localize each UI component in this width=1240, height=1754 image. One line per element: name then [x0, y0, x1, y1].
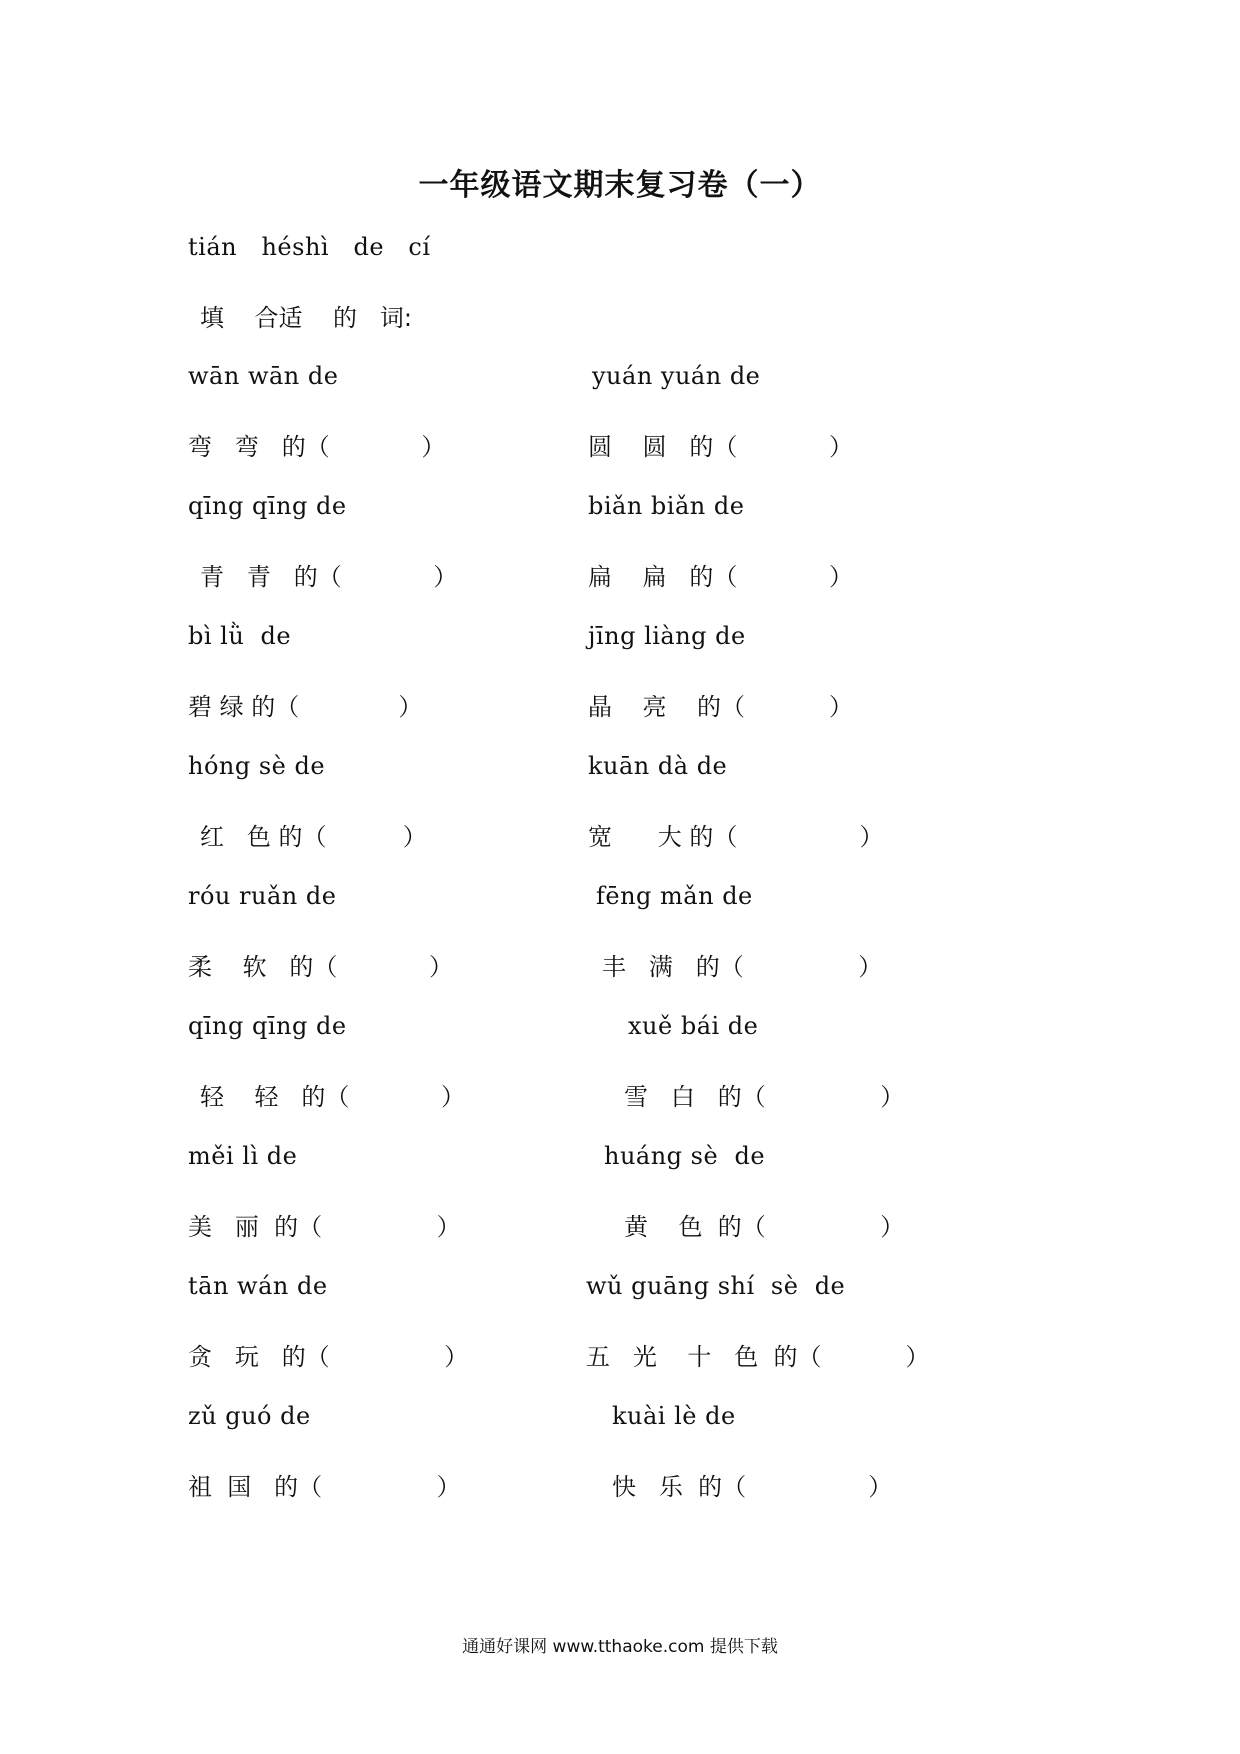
item-blank-hongse[interactable]: 红 色 的（ ） [200, 823, 427, 851]
item-blank-kuaile[interactable]: 快 乐 的（ ） [612, 1473, 893, 1501]
item-blank-fengman[interactable]: 丰 满 的（ ） [602, 953, 883, 981]
item-pinyin-jingliang: jīng liàng de [588, 622, 746, 650]
item-pinyin-bilu: bì lǜ de [188, 622, 292, 650]
item-pinyin-bianbian: biǎn biǎn de [588, 492, 745, 520]
item-pinyin-rouruan: róu ruǎn de [188, 882, 337, 910]
item-pinyin-wuguang: wǔ guāng shí sè de [586, 1272, 846, 1300]
item-pinyin-meili: měi lì de [188, 1142, 298, 1170]
item-pinyin-tanwan: tān wán de [188, 1272, 328, 1300]
item-blank-qingqing-light[interactable]: 轻 轻 的（ ） [200, 1083, 465, 1111]
item-pinyin-huangse: huáng sè de [604, 1142, 766, 1170]
instruction-text: 填 合适 的 词: [200, 304, 413, 332]
item-pinyin-kuanda: kuān dà de [588, 752, 728, 780]
item-pinyin-xuebai: xuě bái de [628, 1012, 759, 1040]
item-pinyin-qingqing: qīng qīng de [188, 492, 347, 520]
page-footer: 通通好课网 www.tthaoke.com 提供下载 [462, 1637, 778, 1657]
item-pinyin-kuaile: kuài lè de [612, 1402, 736, 1430]
item-blank-yuanyuan[interactable]: 圆 圆 的（ ） [588, 433, 853, 461]
item-blank-qingqing[interactable]: 青 青 的（ ） [200, 563, 458, 591]
item-pinyin-hongse: hóng sè de [188, 752, 326, 780]
item-blank-xuebai[interactable]: 雪 白 的（ ） [624, 1083, 905, 1111]
item-blank-bilu[interactable]: 碧 绿 的（ ） [188, 693, 423, 721]
item-blank-wuguang[interactable]: 五 光 十 色 的（ ） [586, 1343, 930, 1371]
item-pinyin-fengman: fēng mǎn de [596, 882, 753, 910]
item-pinyin-qingqing-light: qīng qīng de [188, 1012, 347, 1040]
item-blank-tanwan[interactable]: 贪 玩 的（ ） [188, 1343, 469, 1371]
item-blank-zuguo[interactable]: 祖 国 的（ ） [188, 1473, 461, 1501]
item-blank-wanwan[interactable]: 弯 弯 的（ ） [188, 433, 446, 461]
item-blank-jingliang[interactable]: 晶 亮 的（ ） [588, 693, 853, 721]
item-blank-huangse[interactable]: 黄 色 的（ ） [624, 1213, 905, 1241]
item-blank-rouruan[interactable]: 柔 软 的（ ） [188, 953, 453, 981]
item-pinyin-zuguo: zǔ guó de [188, 1402, 311, 1430]
page-title: 一年级语文期末复习卷（一） [418, 168, 822, 203]
item-blank-kuanda[interactable]: 宽 大 的（ ） [588, 823, 884, 851]
instruction-pinyin: tián héshì de cí [188, 233, 431, 261]
item-blank-bianbian[interactable]: 扁 扁 的（ ） [588, 563, 853, 591]
item-pinyin-yuanyuan: yuán yuán de [592, 362, 761, 390]
item-pinyin-wanwan: wān wān de [188, 362, 339, 390]
item-blank-meili[interactable]: 美 丽 的（ ） [188, 1213, 461, 1241]
